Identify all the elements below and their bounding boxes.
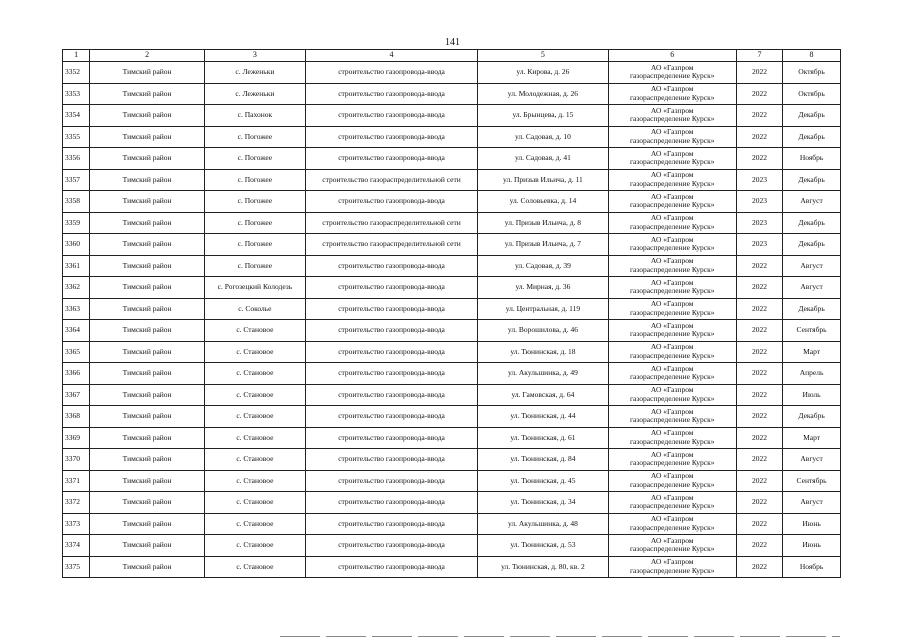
- row-number-cell: 3352: [63, 62, 90, 84]
- organization-line-2: газораспределение Курск»: [629, 393, 715, 403]
- organization-line-2: газораспределение Курск»: [629, 436, 715, 446]
- locality-cell: с. Становое: [204, 427, 305, 449]
- organization-cell: [608, 191, 736, 213]
- organization-cell: [608, 126, 736, 148]
- locality-cell: с. Погожее: [204, 255, 305, 277]
- address-cell: ул. Тюнинская, д. 61: [478, 427, 608, 449]
- table-row: [63, 105, 841, 127]
- organization-line-2: газораспределение Курск»: [629, 286, 715, 296]
- locality-cell: с. Погожее: [204, 148, 305, 170]
- district-cell: Тимский район: [90, 212, 205, 234]
- address-cell: ул. Тюнинская, д. 84: [478, 449, 608, 471]
- row-number-cell: 3371: [63, 470, 90, 492]
- organization-line-2: газораспределение Курск»: [629, 522, 715, 532]
- organization-line-1: АО «Газпром: [650, 84, 694, 94]
- row-number-cell: 3367: [63, 384, 90, 406]
- locality-cell: с. Погожее: [204, 234, 305, 256]
- row-number-cell: 3364: [63, 320, 90, 342]
- month-cell: Август: [783, 255, 841, 277]
- row-number-cell: 3374: [63, 535, 90, 557]
- organization-line-1: АО «Газпром: [650, 471, 694, 481]
- organization-line-1: АО «Газпром: [650, 363, 694, 373]
- table-row: [63, 126, 841, 148]
- organization-line-1: АО «Газпром: [650, 428, 694, 438]
- address-cell: ул. Садовая, д. 39: [478, 255, 608, 277]
- locality-cell: с. Становое: [204, 363, 305, 385]
- locality-cell: с. Становое: [204, 341, 305, 363]
- row-number-cell: 3366: [63, 363, 90, 385]
- row-number-cell: 3362: [63, 277, 90, 299]
- district-cell: Тимский район: [90, 492, 205, 514]
- organization-line-2: газораспределение Курск»: [629, 307, 715, 317]
- work-type-cell: строительство газораспределительной сети: [305, 169, 477, 191]
- table-row: [63, 169, 841, 191]
- month-cell: Август: [783, 492, 841, 514]
- year-cell: 2022: [736, 449, 782, 471]
- month-cell: Декабрь: [783, 406, 841, 428]
- work-type-cell: строительство газопровода-ввода: [305, 406, 477, 428]
- organization-line-2: газораспределение Курск»: [629, 71, 715, 81]
- work-type-cell: строительство газопровода-ввода: [305, 83, 477, 105]
- locality-cell: с. Становое: [204, 320, 305, 342]
- work-type-cell: строительство газопровода-ввода: [305, 62, 477, 84]
- work-type-cell: строительство газопровода-ввода: [305, 449, 477, 471]
- table-row: [63, 556, 841, 578]
- column-header: 4: [305, 50, 477, 62]
- locality-cell: с. Рогозецкий Колодезь: [204, 277, 305, 299]
- table-row: [63, 384, 841, 406]
- address-cell: ул. Брынцева, д. 15: [478, 105, 608, 127]
- table-row: [63, 320, 841, 342]
- address-cell: ул. Тюнинская, д. 18: [478, 341, 608, 363]
- year-cell: 2023: [736, 191, 782, 213]
- year-cell: 2022: [736, 126, 782, 148]
- organization-line-2: газораспределение Курск»: [629, 114, 715, 124]
- district-cell: Тимский район: [90, 298, 205, 320]
- organization-line-1: АО «Газпром: [650, 148, 694, 158]
- locality-cell: с. Становое: [204, 535, 305, 557]
- row-number-cell: 3373: [63, 513, 90, 535]
- year-cell: 2022: [736, 320, 782, 342]
- address-cell: ул. Призыв Ильича, д. 7: [478, 234, 608, 256]
- column-header: 3: [204, 50, 305, 62]
- district-cell: Тимский район: [90, 169, 205, 191]
- table-row: [63, 234, 841, 256]
- organization-line-2: газораспределение Курск»: [629, 200, 715, 210]
- row-number-cell: 3354: [63, 105, 90, 127]
- district-cell: Тимский район: [90, 384, 205, 406]
- organization-cell: [608, 513, 736, 535]
- organization-line-1: АО «Газпром: [650, 557, 694, 567]
- locality-cell: с. Погожее: [204, 169, 305, 191]
- work-type-cell: строительство газопровода-ввода: [305, 105, 477, 127]
- address-cell: ул. Центральная, д. 119: [478, 298, 608, 320]
- address-cell: ул. Тюнинская, д. 34: [478, 492, 608, 514]
- year-cell: 2022: [736, 470, 782, 492]
- district-cell: Тимский район: [90, 320, 205, 342]
- organization-cell: [608, 105, 736, 127]
- address-cell: ул. Садовая, д. 10: [478, 126, 608, 148]
- year-cell: 2022: [736, 363, 782, 385]
- district-cell: Тимский район: [90, 105, 205, 127]
- address-cell: ул. Тюнинская, д. 80, кв. 2: [478, 556, 608, 578]
- organization-line-1: АО «Газпром: [650, 277, 694, 287]
- organization-cell: [608, 384, 736, 406]
- organization-line-1: АО «Газпром: [650, 385, 694, 395]
- year-cell: 2022: [736, 384, 782, 406]
- organization-cell: [608, 363, 736, 385]
- district-cell: Тимский район: [90, 556, 205, 578]
- organization-line-2: газораспределение Курск»: [629, 178, 715, 188]
- table-row: [63, 427, 841, 449]
- row-number-cell: 3357: [63, 169, 90, 191]
- organization-line-1: АО «Газпром: [650, 256, 694, 266]
- locality-cell: с. Леженьки: [204, 83, 305, 105]
- table-row: [63, 277, 841, 299]
- address-cell: ул. Призыв Ильича, д. 8: [478, 212, 608, 234]
- district-cell: Тимский район: [90, 126, 205, 148]
- locality-cell: с. Становое: [204, 556, 305, 578]
- work-type-cell: строительство газопровода-ввода: [305, 556, 477, 578]
- work-type-cell: строительство газопровода-ввода: [305, 126, 477, 148]
- year-cell: 2022: [736, 83, 782, 105]
- district-cell: Тимский район: [90, 427, 205, 449]
- month-cell: Декабрь: [783, 212, 841, 234]
- column-header: 6: [608, 50, 736, 62]
- row-number-cell: 3368: [63, 406, 90, 428]
- year-cell: 2022: [736, 556, 782, 578]
- address-cell: ул. Соловьевка, д. 14: [478, 191, 608, 213]
- district-cell: Тимский район: [90, 255, 205, 277]
- month-cell: Июль: [783, 384, 841, 406]
- row-number-cell: 3372: [63, 492, 90, 514]
- organization-cell: [608, 234, 736, 256]
- organization-line-2: газораспределение Курск»: [629, 501, 715, 511]
- organization-cell: [608, 320, 736, 342]
- organization-cell: [608, 341, 736, 363]
- month-cell: Декабрь: [783, 105, 841, 127]
- organization-line-1: АО «Газпром: [650, 342, 694, 352]
- work-type-cell: строительство газораспределительной сети: [305, 212, 477, 234]
- address-cell: ул. Акульшинка, д. 48: [478, 513, 608, 535]
- organization-cell: [608, 298, 736, 320]
- work-type-cell: строительство газораспределительной сети: [305, 234, 477, 256]
- year-cell: 2022: [736, 105, 782, 127]
- column-header: 5: [478, 50, 608, 62]
- organization-cell: [608, 62, 736, 84]
- district-cell: Тимский район: [90, 406, 205, 428]
- organization-line-2: газораспределение Курск»: [629, 92, 715, 102]
- district-cell: Тимский район: [90, 148, 205, 170]
- month-cell: Декабрь: [783, 234, 841, 256]
- work-type-cell: строительство газопровода-ввода: [305, 492, 477, 514]
- row-number-cell: 3359: [63, 212, 90, 234]
- table-body: [63, 62, 841, 578]
- district-cell: Тимский район: [90, 535, 205, 557]
- row-number-cell: 3375: [63, 556, 90, 578]
- month-cell: Декабрь: [783, 126, 841, 148]
- month-cell: Июнь: [783, 513, 841, 535]
- organization-line-1: АО «Газпром: [650, 62, 694, 72]
- year-cell: 2022: [736, 255, 782, 277]
- year-cell: 2022: [736, 62, 782, 84]
- organization-line-1: АО «Газпром: [650, 406, 694, 416]
- row-number-cell: 3353: [63, 83, 90, 105]
- year-cell: 2023: [736, 212, 782, 234]
- month-cell: Март: [783, 341, 841, 363]
- year-cell: 2022: [736, 341, 782, 363]
- organization-cell: [608, 212, 736, 234]
- month-cell: Апрель: [783, 363, 841, 385]
- organization-line-1: АО «Газпром: [650, 514, 694, 524]
- year-cell: 2022: [736, 277, 782, 299]
- locality-cell: с. Леженьки: [204, 62, 305, 84]
- month-cell: Август: [783, 191, 841, 213]
- year-cell: 2022: [736, 492, 782, 514]
- locality-cell: с. Сокольe: [204, 298, 305, 320]
- month-cell: Сентябрь: [783, 470, 841, 492]
- address-cell: ул. Призыв Ильича, д. 11: [478, 169, 608, 191]
- address-cell: ул. Садовая, д. 41: [478, 148, 608, 170]
- work-type-cell: строительство газопровода-ввода: [305, 277, 477, 299]
- row-number-cell: 3370: [63, 449, 90, 471]
- address-cell: ул. Акульшинка, д. 49: [478, 363, 608, 385]
- organization-line-1: АО «Газпром: [650, 449, 694, 459]
- month-cell: Октябрь: [783, 62, 841, 84]
- year-cell: 2022: [736, 148, 782, 170]
- year-cell: 2022: [736, 535, 782, 557]
- table-row: [63, 492, 841, 514]
- row-number-cell: 3369: [63, 427, 90, 449]
- organization-cell: [608, 427, 736, 449]
- locality-cell: с. Становое: [204, 384, 305, 406]
- month-cell: Декабрь: [783, 298, 841, 320]
- table-row: [63, 212, 841, 234]
- address-cell: ул. Тюнинская, д. 53: [478, 535, 608, 557]
- district-cell: Тимский район: [90, 470, 205, 492]
- locality-cell: с. Становое: [204, 470, 305, 492]
- organization-cell: [608, 470, 736, 492]
- organization-cell: [608, 449, 736, 471]
- organization-line-2: газораспределение Курск»: [629, 221, 715, 231]
- year-cell: 2022: [736, 427, 782, 449]
- organization-line-1: АО «Газпром: [650, 234, 694, 244]
- locality-cell: с. Становое: [204, 513, 305, 535]
- table-row: [63, 255, 841, 277]
- locality-cell: с. Погожее: [204, 126, 305, 148]
- page-number: 141: [445, 37, 460, 48]
- row-number-cell: 3360: [63, 234, 90, 256]
- year-cell: 2023: [736, 169, 782, 191]
- organization-line-1: АО «Газпром: [650, 320, 694, 330]
- organization-line-1: АО «Газпром: [650, 213, 694, 223]
- district-cell: Тимский район: [90, 234, 205, 256]
- month-cell: Октябрь: [783, 83, 841, 105]
- address-cell: ул. Молодежная, д. 26: [478, 83, 608, 105]
- organization-cell: [608, 492, 736, 514]
- table-row: [63, 191, 841, 213]
- locality-cell: с. Погожее: [204, 191, 305, 213]
- work-type-cell: строительство газопровода-ввода: [305, 341, 477, 363]
- locality-cell: с. Становое: [204, 406, 305, 428]
- row-number-cell: 3363: [63, 298, 90, 320]
- work-type-cell: строительство газопровода-ввода: [305, 535, 477, 557]
- organization-line-2: газораспределение Курск»: [629, 415, 715, 425]
- organization-cell: [608, 255, 736, 277]
- organization-line-1: АО «Газпром: [650, 127, 694, 137]
- work-type-cell: строительство газопровода-ввода: [305, 513, 477, 535]
- register-table: [62, 49, 841, 578]
- organization-line-2: газораспределение Курск»: [629, 565, 715, 575]
- column-header: 8: [783, 50, 841, 62]
- address-cell: ул. Гамовская, д. 64: [478, 384, 608, 406]
- organization-line-1: АО «Газпром: [650, 170, 694, 180]
- table-row: [63, 535, 841, 557]
- district-cell: Тимский район: [90, 83, 205, 105]
- organization-line-2: газораспределение Курск»: [629, 544, 715, 554]
- table-row: [63, 406, 841, 428]
- month-cell: Март: [783, 427, 841, 449]
- address-cell: ул. Ворошилова, д. 46: [478, 320, 608, 342]
- row-number-cell: 3358: [63, 191, 90, 213]
- year-cell: 2022: [736, 513, 782, 535]
- organization-cell: [608, 148, 736, 170]
- organization-line-1: АО «Газпром: [650, 191, 694, 201]
- organization-line-2: газораспределение Курск»: [629, 135, 715, 145]
- district-cell: Тимский район: [90, 191, 205, 213]
- organization-line-2: газораспределение Курск»: [629, 350, 715, 360]
- district-cell: Тимский район: [90, 363, 205, 385]
- organization-cell: [608, 83, 736, 105]
- address-cell: ул. Кирова, д. 26: [478, 62, 608, 84]
- table-row: [63, 449, 841, 471]
- locality-cell: с. Погожее: [204, 212, 305, 234]
- district-cell: Тимский район: [90, 62, 205, 84]
- table-row: [63, 62, 841, 84]
- row-number-cell: 3355: [63, 126, 90, 148]
- organization-line-2: газораспределение Курск»: [629, 157, 715, 167]
- row-number-cell: 3356: [63, 148, 90, 170]
- organization-cell: [608, 535, 736, 557]
- district-cell: Тимский район: [90, 341, 205, 363]
- organization-line-2: газораспределение Курск»: [629, 479, 715, 489]
- organization-line-2: газораспределение Курск»: [629, 458, 715, 468]
- table-header: [63, 50, 841, 62]
- footer-divider: [280, 636, 840, 637]
- organization-line-2: газораспределение Курск»: [629, 243, 715, 253]
- row-number-cell: 3361: [63, 255, 90, 277]
- organization-line-2: газораспределение Курск»: [629, 329, 715, 339]
- year-cell: 2023: [736, 234, 782, 256]
- organization-line-2: газораспределение Курск»: [629, 264, 715, 274]
- organization-line-1: АО «Газпром: [650, 492, 694, 502]
- locality-cell: с. Становое: [204, 492, 305, 514]
- year-cell: 2022: [736, 298, 782, 320]
- month-cell: Июнь: [783, 535, 841, 557]
- work-type-cell: строительство газопровода-ввода: [305, 148, 477, 170]
- table-row: [63, 148, 841, 170]
- table-row: [63, 363, 841, 385]
- table-row: [63, 341, 841, 363]
- work-type-cell: строительство газопровода-ввода: [305, 255, 477, 277]
- work-type-cell: строительство газопровода-ввода: [305, 363, 477, 385]
- organization-line-1: АО «Газпром: [650, 299, 694, 309]
- work-type-cell: строительство газопровода-ввода: [305, 298, 477, 320]
- district-cell: Тимский район: [90, 449, 205, 471]
- row-number-cell: 3365: [63, 341, 90, 363]
- organization-line-1: АО «Газпром: [650, 105, 694, 115]
- work-type-cell: строительство газопровода-ввода: [305, 470, 477, 492]
- organization-line-2: газораспределение Курск»: [629, 372, 715, 382]
- month-cell: Август: [783, 449, 841, 471]
- table-row: [63, 513, 841, 535]
- table-row: [63, 298, 841, 320]
- column-header: 2: [90, 50, 205, 62]
- district-cell: Тимский район: [90, 277, 205, 299]
- organization-cell: [608, 169, 736, 191]
- table-row: [63, 470, 841, 492]
- district-cell: Тимский район: [90, 513, 205, 535]
- table-row: [63, 83, 841, 105]
- column-header: 7: [736, 50, 782, 62]
- work-type-cell: строительство газопровода-ввода: [305, 320, 477, 342]
- address-cell: ул. Тюнинская, д. 44: [478, 406, 608, 428]
- address-cell: ул. Мирная, д. 36: [478, 277, 608, 299]
- work-type-cell: строительство газопровода-ввода: [305, 191, 477, 213]
- month-cell: Ноябрь: [783, 148, 841, 170]
- work-type-cell: строительство газопровода-ввода: [305, 384, 477, 406]
- work-type-cell: строительство газопровода-ввода: [305, 427, 477, 449]
- organization-cell: [608, 556, 736, 578]
- month-cell: Декабрь: [783, 169, 841, 191]
- month-cell: Ноябрь: [783, 556, 841, 578]
- locality-cell: с. Становое: [204, 449, 305, 471]
- organization-cell: [608, 277, 736, 299]
- organization-cell: [608, 406, 736, 428]
- year-cell: 2022: [736, 406, 782, 428]
- address-cell: ул. Тюнинская, д. 45: [478, 470, 608, 492]
- organization-line-1: АО «Газпром: [650, 535, 694, 545]
- locality-cell: с. Пахонок: [204, 105, 305, 127]
- column-header: 1: [63, 50, 90, 62]
- month-cell: Сентябрь: [783, 320, 841, 342]
- month-cell: Август: [783, 277, 841, 299]
- column-number-row: [63, 50, 841, 62]
